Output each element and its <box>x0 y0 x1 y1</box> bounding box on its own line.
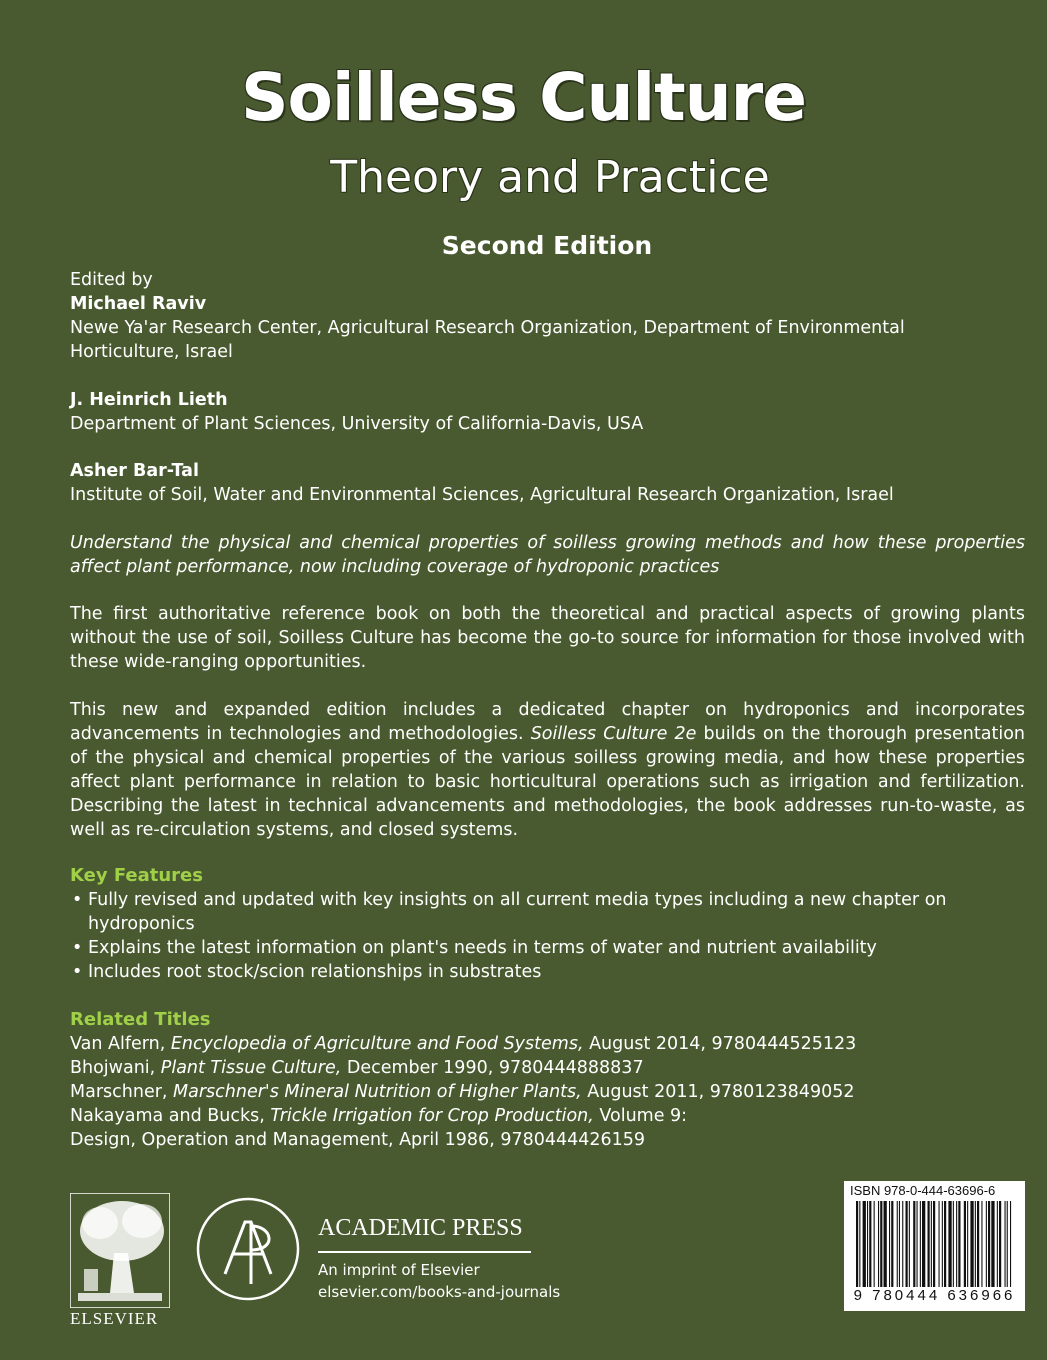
elsevier-tree-logo <box>70 1193 170 1308</box>
editors-section <box>70 268 1025 364</box>
barcode-bar <box>964 1201 966 1287</box>
book-title: Soilless Culture <box>241 59 806 136</box>
book-subtitle: Theory and Practice <box>330 152 770 203</box>
related-titles-section <box>70 1008 1025 1152</box>
barcode-bar <box>869 1201 871 1287</box>
editor-block <box>70 459 1025 507</box>
barcode-bar <box>975 1201 976 1287</box>
description-text: This new and expanded edition includes a dedicated chapter on hydroponics and incorporates advancements in technologies and methodologies. <box>70 700 1025 744</box>
key-features-heading: Key Features <box>70 865 203 886</box>
editor-affiliation: Department of Plant Sciences, University of California-Davis, USA <box>70 414 644 434</box>
barcode-bar <box>891 1201 893 1287</box>
related-title-item <box>70 1080 1025 1104</box>
related-title: Marschner's Mineral Nutrition of Higher Plants, <box>173 1082 582 1102</box>
related-info: December 1990, 9780444888837 <box>341 1058 644 1078</box>
related-title-item <box>70 1032 1025 1056</box>
book-short-title: Soilless Culture 2e <box>530 724 697 744</box>
editor-name: Michael Raviv <box>70 294 207 314</box>
barcode-bars <box>856 1201 1013 1287</box>
related-title: Plant Tissue Culture, <box>160 1058 342 1078</box>
related-author: Nakayama and Bucks, <box>70 1106 271 1126</box>
barcode-bar <box>859 1201 860 1287</box>
publisher-url: elsevier.com/books-and-journals <box>318 1283 561 1301</box>
academic-press-wordmark: ACADEMIC PRESS <box>318 1215 523 1241</box>
barcode-bar <box>991 1201 994 1287</box>
barcode-bar <box>970 1201 973 1287</box>
related-info: August 2014, 9780444525123 <box>583 1034 857 1054</box>
editor-name: J. Heinrich Lieth <box>70 390 228 410</box>
editor-name: Asher Bar-Tal <box>70 461 199 481</box>
barcode-bar <box>897 1201 898 1287</box>
barcode-bar <box>986 1201 987 1287</box>
barcode-bar <box>944 1201 946 1287</box>
elsevier-wordmark: ELSEVIER <box>70 1309 159 1328</box>
related-title: Encyclopedia of Agriculture and Food Systems, <box>170 1034 584 1054</box>
description-text: builds on the thorough presentation of the physical and chemical properties of the various soilless growing media, and how these properties affect plant performance in relation to basic horticultural operations such as irrigation and fertilization. Describing the latest in technical advancements and methodologies, the book addresses run-to-waste, as well as re-circulation systems, and closed systems. <box>70 724 1025 840</box>
barcode-bar <box>899 1201 900 1287</box>
divider <box>318 1251 531 1253</box>
related-titles-heading: Related Titles <box>70 1009 211 1030</box>
barcode-bar <box>988 1201 990 1287</box>
barcode-bar <box>920 1201 921 1287</box>
related-title-item <box>70 1104 1025 1128</box>
related-title: Trickle Irrigation for Crop Production, <box>270 1106 594 1126</box>
imprint-text: An imprint of Elsevier <box>318 1261 480 1279</box>
barcode-bar <box>917 1201 918 1287</box>
barcode-bar <box>878 1201 879 1287</box>
book-edition: Second Edition <box>441 231 653 260</box>
barcode-bar <box>999 1201 1001 1287</box>
barcode-bar <box>967 1201 968 1287</box>
academic-press-logo <box>195 1196 301 1302</box>
related-title-item <box>70 1056 1025 1080</box>
barcode-bar <box>939 1201 940 1287</box>
barcode-bar <box>867 1201 868 1287</box>
barcode-bar <box>1007 1201 1008 1287</box>
feature-item: • Includes root stock/scion relationships in substrates <box>70 960 950 984</box>
barcode-bar <box>981 1201 982 1287</box>
isbn-label: ISBN 978-0-444-63696-6 <box>850 1183 996 1198</box>
related-info: August 2011, 9780123849052 <box>581 1082 855 1102</box>
barcode-bar <box>922 1201 925 1287</box>
barcode-bar <box>931 1201 932 1287</box>
barcode-bar <box>902 1201 903 1287</box>
barcode-bar <box>906 1201 908 1287</box>
barcode-bar <box>953 1201 954 1287</box>
barcode-bar <box>933 1201 935 1287</box>
barcode-bar <box>977 1201 979 1287</box>
related-author: Van Alfern, <box>70 1034 171 1054</box>
barcode-bar <box>942 1201 943 1287</box>
barcode-bar <box>856 1201 858 1287</box>
barcode-bar <box>874 1201 875 1287</box>
tagline: Understand the physical and chemical properties of soilless growing methods and how these properties affect plant performance, now including coverage of hydroponic practices <box>70 533 1025 577</box>
feature-item: • Explains the latest information on plant's needs in terms of water and nutrient availability <box>70 936 950 960</box>
related-title-item: Design, Operation and Management, April 1986, 9780444426159 <box>70 1130 646 1150</box>
barcode-bar <box>889 1201 890 1287</box>
barcode-bar <box>1010 1201 1011 1287</box>
barcode-bar <box>880 1201 882 1287</box>
description-paragraph-2 <box>70 698 1025 842</box>
barcode-bar <box>997 1201 998 1287</box>
key-features-section <box>70 864 1025 984</box>
feature-item: • Fully revised and updated with key insights on all current media types including a new chapter on hydroponics <box>70 888 950 936</box>
editor-affiliation: Newe Ya'ar Research Center, Agricultural Research Organization, Department of Environmental Horticulture, Israel <box>70 318 905 362</box>
related-author: Bhojwani, <box>70 1058 161 1078</box>
related-author: Marschner, <box>70 1082 174 1102</box>
barcode-bar <box>948 1201 951 1287</box>
barcode-bar <box>909 1201 910 1287</box>
barcode-bar <box>884 1201 887 1287</box>
barcode-bar <box>958 1201 960 1287</box>
edited-by-label: Edited by <box>70 270 153 290</box>
barcode-bar <box>928 1201 930 1287</box>
related-info: Volume 9: <box>593 1106 688 1126</box>
barcode-bar <box>956 1201 957 1287</box>
description-paragraph-1: The first authoritative reference book on both the theoretical and practical aspects of growing plants without the use of soil, Soilless Culture has become the go-to source for information for those involved with these wide-ranging opportunities. <box>70 604 1025 672</box>
barcode-bar <box>913 1201 915 1287</box>
isbn-barcode <box>844 1181 1025 1311</box>
barcode-bar <box>1005 1201 1006 1287</box>
barcode-bar <box>863 1201 866 1287</box>
barcode-number: 9 780444 636966 <box>853 1287 1016 1304</box>
editor-block <box>70 388 1025 436</box>
editor-affiliation: Institute of Soil, Water and Environmental Sciences, Agricultural Research Organization, Israel <box>70 485 894 505</box>
